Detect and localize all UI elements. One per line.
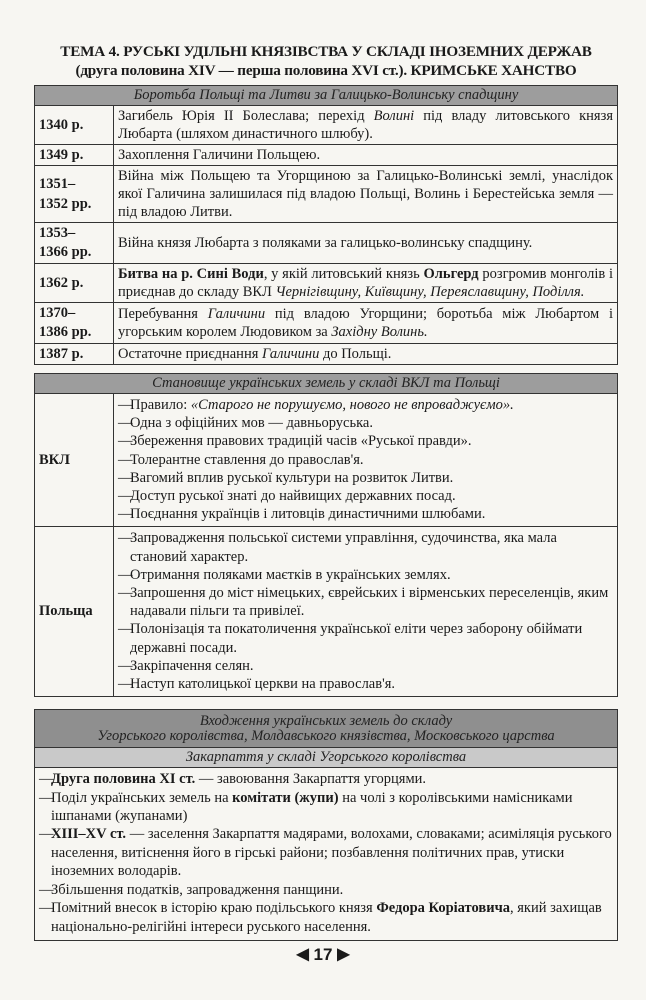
row-date: 1353– 1366 рр. bbox=[35, 223, 114, 264]
status-table bbox=[35, 394, 617, 696]
row-date: 1362 р. bbox=[35, 264, 114, 303]
row-text: Війна між Польщею та Угорщиною за Галицько-Волинські землі, унаслідок якої Галичина залишилася під владою Польщі, Волинь і Берестейська земля — під владою Литви. bbox=[114, 166, 618, 223]
list-item: —Вагомий вплив руської культури на розвиток Литви. bbox=[118, 469, 454, 486]
row-text: Війна князя Любарта з поляками за галицько-волинську спадщину. bbox=[114, 223, 618, 264]
list-item: —Доступ руської знаті до найвищих державних посад. bbox=[118, 488, 456, 505]
title-line-2: (друга половина XIV — перша половина XVI ст.). КРИМСЬКЕ ХАНСТВО bbox=[75, 62, 577, 79]
list-item: —Отримання поляками маєтків в українських землях. bbox=[118, 566, 451, 583]
list-item: —Правило: «Старого не порушуємо, нового не впроваджуємо». bbox=[118, 397, 514, 413]
category-vkl: ВКЛ bbox=[35, 394, 114, 527]
list-item: —Помітний внесок в історію краю подільського князя Федора Коріатовича, який захищав національно-релігійні інтереси руського населення. bbox=[39, 900, 602, 935]
row-text: Битва на р. Сині Води, у якій литовський князь Ольгерд розгромив монголів і приєднав до складу ВКЛ Чернігівщину, Київщину, Переяславщину, Поділля. bbox=[114, 264, 618, 303]
page bbox=[34, 42, 618, 941]
table-row bbox=[35, 264, 617, 303]
list-item: —Наступ католицької церкви на православ'я. bbox=[118, 676, 396, 693]
timeline-table bbox=[35, 106, 617, 364]
list-item: —Друга половина XI ст. — завоювання Закарпаття угорцями. bbox=[39, 771, 427, 788]
row-text: Захоплення Галичини Польщею. bbox=[114, 145, 618, 166]
annexation-section bbox=[34, 709, 618, 941]
row-date: 1370– 1386 рр. bbox=[35, 303, 114, 344]
row-date: 1340 р. bbox=[35, 106, 114, 145]
status-section bbox=[34, 373, 618, 697]
list-item: —Одна з офіційних мов — давньоруська. bbox=[118, 415, 373, 432]
category-poland: Польща bbox=[35, 527, 114, 696]
list-item: —Полонізація та покатоличення української еліти через заборону обіймати державні посади. bbox=[118, 621, 583, 656]
page-number bbox=[0, 944, 646, 965]
list-item: —Закріпачення селян. bbox=[118, 657, 254, 674]
table-row bbox=[35, 344, 617, 365]
list-item: —Запровадження польської системи управління, судочинства, яка мала становий характер. bbox=[118, 530, 557, 565]
table-row bbox=[35, 223, 617, 264]
transcarpathia-list bbox=[35, 768, 617, 940]
annexation-section-header: Входження українських земель до складу Угорського королівства, Молдавського князівства, Московського царства bbox=[35, 710, 617, 748]
vkl-list bbox=[114, 394, 618, 527]
list-item: —Збільшення податків, запровадження панщини. bbox=[39, 881, 344, 898]
row-date: 1349 р. bbox=[35, 145, 114, 166]
page-title bbox=[34, 42, 618, 80]
table-row bbox=[35, 394, 617, 527]
table-row bbox=[35, 166, 617, 223]
list-item: —XIII–XV ст. — заселення Закарпаття мадярами, волохами, словаками; асиміляція руського населення, витіснення його в гірські райони; позбавлення політичних прав, утиски іноземних володарів. bbox=[39, 826, 612, 880]
page-number-text: 17 bbox=[313, 945, 333, 964]
row-text: Перебування Галичини під владою Угорщини; боротьба між Любартом і угорським королем Людовиком за Західну Волинь. bbox=[114, 303, 618, 344]
left-arrow-icon: ◀ bbox=[296, 946, 309, 963]
table-row bbox=[35, 106, 617, 145]
row-text: Загибель Юрія ІІ Болеслава; перехід Волині під владу литовського князя Любарта (шляхом династичного шлюбу). bbox=[118, 108, 613, 142]
row-text: Остаточне приєднання Галичини до Польщі. bbox=[114, 344, 618, 365]
list-item: —Поєднання українців і литовців династичними шлюбами. bbox=[118, 506, 486, 523]
list-item: —Збереження правових традицій часів «Руської правди». bbox=[118, 433, 472, 450]
status-section-header: Становище українських земель у складі ВКЛ та Польщі bbox=[35, 374, 617, 394]
title-line-1: ТЕМА 4. РУСЬКІ УДІЛЬНІ КНЯЗІВСТВА У СКЛАДІ ІНОЗЕМНИХ ДЕРЖАВ bbox=[60, 43, 592, 60]
right-arrow-icon: ▶ bbox=[337, 946, 350, 963]
list-item: —Запрошення до міст німецьких, єврейських і вірменських переселенців, яким надавали пільги та привілеї. bbox=[118, 585, 609, 620]
row-date: 1387 р. bbox=[35, 344, 114, 365]
list-item: —Поділ українських земель на комітати (жупи) на чолі з королівськими намісниками ішпанами (жупанами) bbox=[39, 789, 573, 825]
table-row bbox=[35, 527, 617, 696]
row-date: 1351– 1352 рр. bbox=[35, 166, 114, 223]
table-row bbox=[35, 145, 617, 166]
list-item: —Толерантне ставлення до православ'я. bbox=[118, 451, 364, 468]
transcarpathia-subheader: Закарпаття у складі Угорського королівства bbox=[35, 748, 617, 768]
struggle-section-header: Боротьба Польщі та Литви за Галицько-Волинську спадщину bbox=[35, 86, 617, 106]
struggle-section bbox=[34, 85, 618, 365]
table-row bbox=[35, 303, 617, 344]
poland-list bbox=[114, 527, 618, 696]
